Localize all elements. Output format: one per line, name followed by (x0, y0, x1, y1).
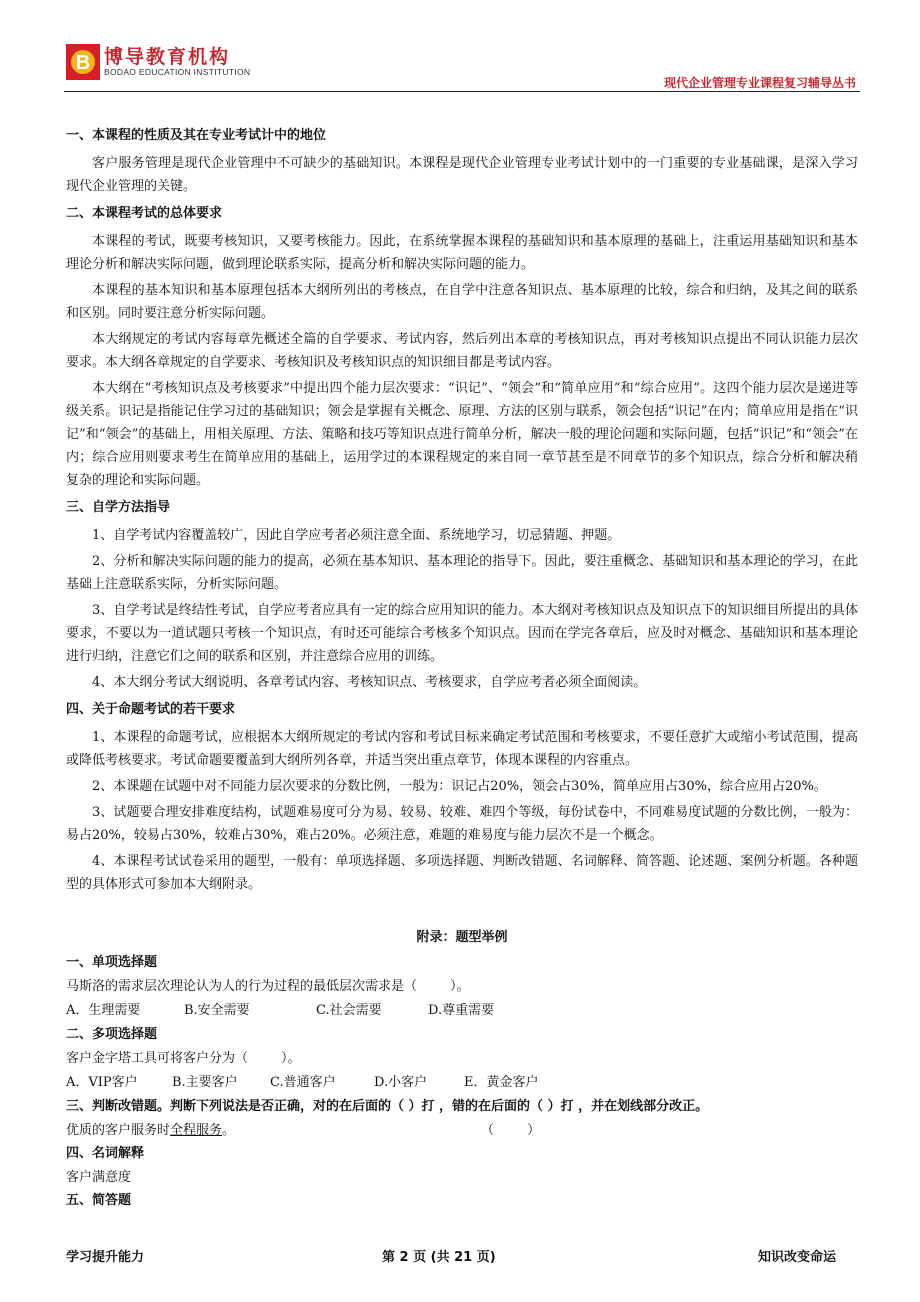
paragraph: 客户服务管理是现代企业管理中不可缺少的基础知识。本课程是现代企业管理专业考试计划中的一门重要的专业基础课，是深入学习现代企业管理的关键。 (66, 156, 858, 194)
question-type-heading: 三、判断改错题。判断下列说法是否正确，对的在后面的（ ）打 ，错的在后面的（ ）打 ，并在划线部分改正。 (66, 1099, 709, 1114)
question-text: 客户满意度 (66, 1170, 132, 1185)
question-type-heading: 五、简答题 (66, 1193, 132, 1208)
paragraph: 3、试题要合理安排难度结构，试题难易度可分为易、较易、较难、难四个等级，每份试卷中，不同难易度试题的分数比例，一般为：易占20%，较易占30%，较难占30%，难占20%。必须注意，难题的难易度与能力层次不是一个概念。 (66, 805, 858, 843)
option-a: A．生理需要 (66, 1003, 141, 1018)
option-b: B.主要客户 (172, 1075, 238, 1090)
paragraph: 1、本课程的命题考试，应根据本大纲所规定的考试内容和考试目标来确定考试范围和考核要求，不要任意扩大或缩小考试范围，提高或降低考核要求。考试命题要覆盖到大纲所列各章，并适当突出重点章节，体现本课程的内容重点。 (66, 730, 858, 768)
bodao-logo-icon (66, 44, 100, 80)
section-self-study (66, 498, 858, 694)
appendix-judge (66, 1097, 858, 1142)
appendix-title: 附录：题型举例 (416, 930, 508, 945)
question-text (66, 1120, 858, 1142)
paragraph: 4、本大纲分考试大纲说明、各章考试内容、考核知识点、考核要求，自学应考者必须全面阅读。 (92, 675, 647, 690)
logo-chinese-name: 博导教育机构 (104, 46, 231, 68)
book-series-title: 现代企业管理专业课程复习辅导丛书 (663, 76, 856, 90)
paragraph: 本大纲规定的考试内容每章先概述全篇的自学要求、考试内容，然后列出本章的考核知识点，再对考核知识点提出不同认识能力层次要求。本大纲各章规定的自学要求、考核知识及考核知识点的知识细目都是考试内容。 (66, 332, 858, 370)
paragraph: 本课程的考试，既要考核知识，又要考核能力。因此，在系统掌握本课程的基础知识和基本原理的基础上，注重运用基础知识和基本理论分析和解决实际问题，做到理论联系实际，提高分析和解决实际问题的能力。 (66, 234, 858, 272)
logo-english-name: BODAO EDUCATION INSTITUTION (104, 67, 251, 77)
appendix-term (66, 1144, 858, 1189)
paragraph: 本大纲在“考核知识点及考核要求”中提出四个能力层次要求：“识记”、“领会”和“简单应用”和“综合应用”。这四个能力层次是递进等级关系。识记是指能记住学习过的基础知识；领会是掌握有关概念、原理、方法的区别与联系，领会包括“识记”在内；简单应用是指在“识记”和“领会”的基础上，用相关原理、方法、策略和技巧等知识点进行简单分析，解决一般的理论问题和实际问题，包括“识记”和“领会”在内；综合应用则要求考生在简单应用的基础上，运用学过的本课程规定的来自同一章节甚至是不同章节的多个知识点，综合分析和解决稍复杂的理论和实际问题。 (66, 381, 858, 488)
question-type-heading: 四、名词解释 (66, 1146, 145, 1161)
answer-blank: （ ） (481, 1123, 541, 1138)
page-header (64, 40, 860, 92)
option-d: D.小客户 (374, 1075, 428, 1090)
question-type-heading: 一、单项选择题 (66, 955, 158, 970)
question-text: 马斯洛的需求层次理论认为人的行为过程的最低层次需求是（ ）。 (66, 979, 470, 994)
section-exam-rules (66, 700, 858, 896)
option-c: C.社会需要 (316, 1003, 382, 1018)
footer-slogan-right: 知识改变命运 (757, 1250, 836, 1265)
section-heading: 一、本课程的性质及其在专业考试计中的地位 (66, 128, 327, 143)
underlined-term: 全程服务 (170, 1123, 223, 1138)
paragraph: 本课程的基本知识和基本原理包括本大纲所列出的考核点，在自学中注意各知识点、基本原理的比较，综合和归纳，及其之间的联系和区别。同时要注意分析实际问题。 (66, 283, 858, 321)
option-c: C.普通客户 (270, 1075, 336, 1090)
section-heading: 三、自学方法指导 (66, 500, 171, 515)
section-nature (66, 126, 858, 198)
paragraph: 1、自学考试内容覆盖较广，因此自学应考者必须注意全面、系统地学习，切忌猜题、押题。 (92, 528, 621, 543)
option-b: B.安全需要 (184, 1003, 250, 1018)
logo-letter: B (75, 52, 91, 74)
section-requirements (66, 204, 858, 492)
option-row (66, 1072, 858, 1094)
question-text-after: 。 (222, 1123, 236, 1138)
option-row (66, 1000, 858, 1022)
section-heading: 四、关于命题考试的若干要求 (66, 702, 236, 717)
section-heading: 二、本课程考试的总体要求 (66, 206, 223, 221)
appendix-multi-choice (66, 1025, 858, 1094)
page-footer (66, 1246, 858, 1266)
footer-slogan-left: 学习提升能力 (66, 1250, 145, 1265)
appendix-single-choice (66, 953, 858, 1022)
question-text-before: 优质的客户服务时 (66, 1123, 171, 1138)
paragraph: 2、分析和解决实际问题的能力的提高，必须在基本知识、基本理论的指导下。因此，要注重概念、基础知识和基本理论的学习，在此基础上注意联系实际，分析实际问题。 (66, 554, 858, 592)
paragraph: 3、自学考试是终结性考试，自学应考者应具有一定的综合应用知识的能力。本大纲对考核知识点及知识点下的知识细目所提出的具体要求，不要以为一道试题只考核一个知识点，有时还可能综合考核多个知识点。因而在学完各章后，应及时对概念、基础知识和基本理论进行归纳，注意它们之间的联系和区别，并注意综合应用的训练。 (66, 603, 858, 664)
question-text: 客户金字塔工具可将客户分为（ ）。 (66, 1051, 301, 1066)
document-body (66, 120, 858, 1214)
option-d: D.尊重需要 (428, 1003, 495, 1018)
appendix-short (66, 1191, 858, 1211)
page-number: 第 2 页 (共 21 页) (382, 1250, 496, 1265)
option-a: A．VIP客户 (66, 1075, 138, 1090)
paragraph: 4、本课程考试试卷采用的题型，一般有：单项选择题、多项选择题、判断改错题、名词解释、简答题、论述题、案例分析题。各种题型的具体形式可参加本大纲附录。 (66, 854, 858, 892)
header-divider (64, 91, 860, 92)
question-type-heading: 二、多项选择题 (66, 1027, 158, 1042)
option-e: E．黄金客户 (464, 1075, 539, 1090)
paragraph: 2、本课题在试题中对不同能力层次要求的分数比例，一般为：识记占20%，领会占30%，简单应用占30%，综合应用占20%。 (92, 779, 827, 794)
